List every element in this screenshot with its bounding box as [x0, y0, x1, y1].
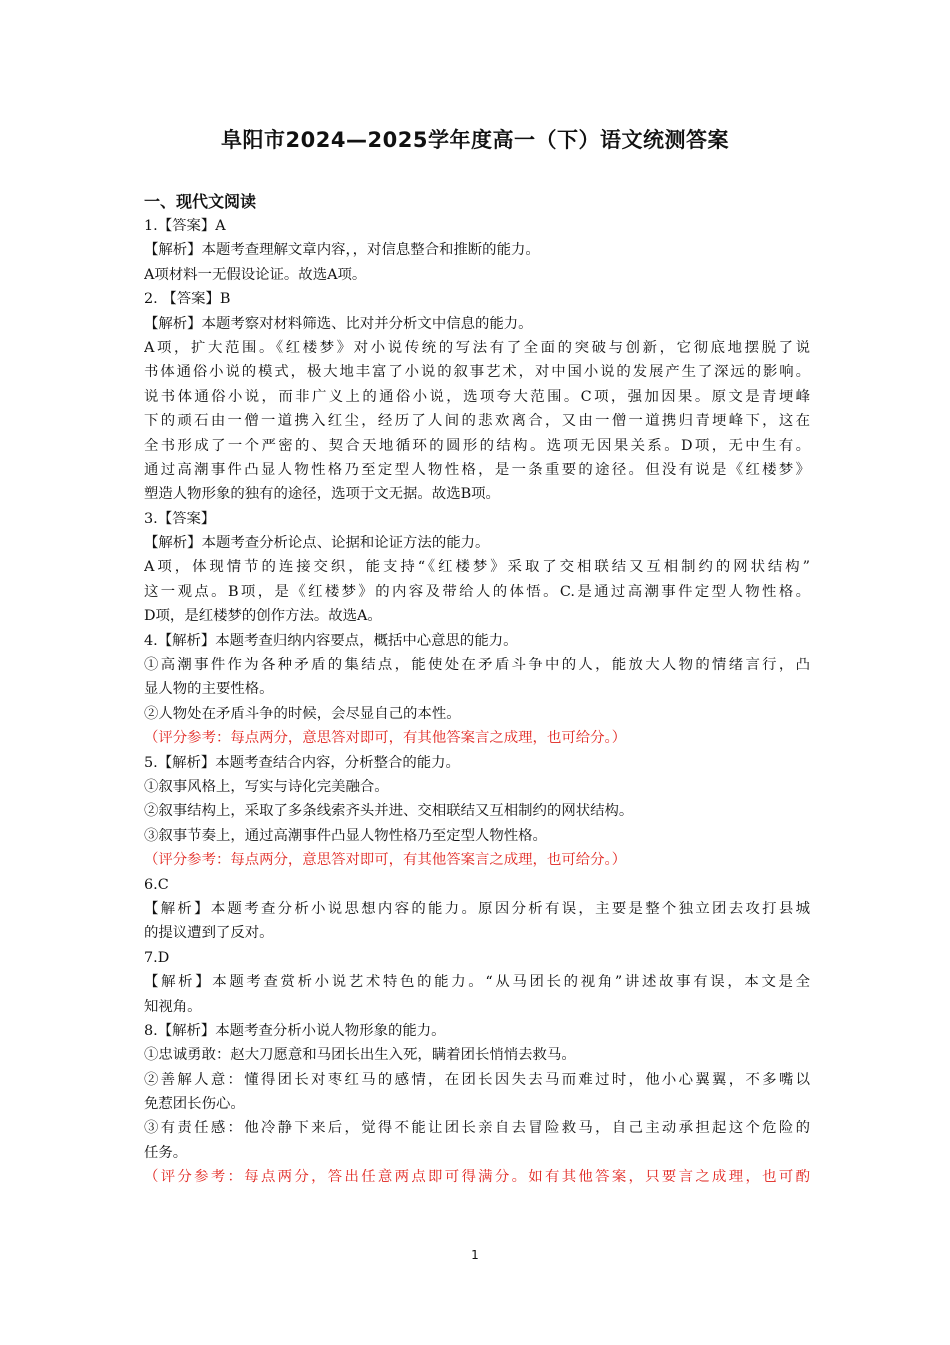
answer-line: 7.D — [144, 949, 170, 966]
answer-line: 说书体通俗小说，而非广义上的通俗小说，选项夸大范围。C项，强加因果。原文是青埂峰 — [144, 388, 810, 405]
answer-line: 8.【解析】本题考查分析小说人物形象的能力。 — [144, 1022, 446, 1039]
answer-line: 1.【答案】A — [144, 218, 226, 234]
answer-line: 【解析】本题考查赏析小说艺术特色的能力。“从马团长的视角”讲述故事有误，本文是全 — [144, 974, 810, 991]
document-body — [144, 190, 810, 1190]
answer-line: 全书形成了一个严密的、契合天地循环的圆形的结构。选项无因果关系。D项，无中生有。 — [144, 437, 810, 454]
answer-line: ①叙事风格上，写实与诗化完美融合。 — [144, 778, 389, 795]
answer-line: 【解析】本题考查理解文章内容，，对信息整合和推断的能力。 — [144, 242, 540, 259]
answer-line: 6.C — [144, 876, 169, 893]
answer-line: 下的顽石由一僧一道携入红尘，经历了人间的悲欢离合，又由一僧一道携归青埂峰下，这在 — [144, 413, 810, 430]
answer-line: 5.【解析】本题考查结合内容，分析整合的能力。 — [144, 754, 460, 771]
answer-line: A项材料一无假设论证。故选A项。 — [144, 266, 367, 283]
scoring-note-line: （评分参考：每点两分，答出任意两点即可得满分。如有其他答案，只要言之成理，也可酌 — [144, 1169, 810, 1186]
answer-line: 知视角。 — [144, 998, 202, 1015]
answer-line: 4.【解析】本题考查归纳内容要点，概括中心意思的能力。 — [144, 632, 518, 649]
section-heading: 一、现代文阅读 — [144, 192, 257, 211]
answer-line: 通过高潮事件凸显人物性格乃至定型人物性格，是一条重要的途径。但没有说是《红楼梦》 — [144, 461, 810, 478]
answer-line: ①高潮事件作为各种矛盾的集结点，能使处在矛盾斗争中的人，能放大人物的情绪言行，凸 — [144, 657, 810, 674]
answer-line: 的提议遭到了反对。 — [144, 925, 274, 942]
answer-line: D项，是红楼梦的创作方法。故选A。 — [144, 608, 382, 625]
answer-line: 【解析】本题考查分析论点、论据和论证方法的能力。 — [144, 535, 490, 552]
page-number: 1 — [471, 1248, 479, 1262]
answer-line: 塑造人物形象的独有的途径，选项于文无据。故选B项。 — [144, 486, 500, 503]
answer-line: A项，体现情节的连接交织，能支持“《红楼梦》采取了交相联结又互相制约的网状结构” — [144, 559, 810, 576]
scoring-note-line: （评分参考：每点两分，意思答对即可，有其他答案言之成理，也可给分。） — [144, 852, 627, 869]
page-title: 阜阳市2024—2025学年度高一（下）语文统测答案 — [221, 128, 729, 152]
answer-lines — [144, 214, 810, 1190]
answer-line: ②人物处在矛盾斗争的时候，会尽显自己的本性。 — [144, 705, 461, 722]
answer-line: 任务。 — [144, 1144, 188, 1161]
answer-line: ③有责任感：他冷静下来后，觉得不能让团长亲自去冒险救马，自己主动承担起这个危险的 — [144, 1120, 810, 1137]
answer-line: ③叙事节奏上，通过高潮事件凸显人物性格乃至定型人物性格。 — [144, 827, 547, 844]
answer-line: 免惹团长伤心。 — [144, 1096, 245, 1113]
answer-line: 书体通俗小说的模式，极大地丰富了小说的叙事艺术，对中国小说的发展产生了深远的影响。 — [144, 364, 810, 381]
answer-line: 这一观点。B项，是《红楼梦》的内容及带给人的体悟。C.是通过高潮事件定型人物性格。 — [144, 583, 810, 600]
answer-line: 显人物的主要性格。 — [144, 681, 274, 698]
answer-line: 【解析】本题考察对材料筛选、比对并分析文中信息的能力。 — [144, 315, 533, 332]
answer-line: ②叙事结构上，采取了多条线索齐头并进、交相联结又互相制约的网状结构。 — [144, 803, 634, 820]
answer-line: A项，扩大范围。《红楼梦》对小说传统的写法有了全面的突破与创新，它彻底地摆脱了说 — [144, 339, 810, 356]
scoring-note-line: （评分参考：每点两分，意思答对即可，有其他答案言之成理，也可给分。） — [144, 730, 627, 747]
answer-line: 3.【答案】 — [144, 510, 216, 527]
answer-line: ①忠诚勇敢：赵大刀愿意和马团长出生入死，瞒着团长悄悄去救马。 — [144, 1047, 576, 1064]
answer-line: 【解析】本题考查分析小说思想内容的能力。原因分析有误，主要是整个独立团去攻打县城 — [144, 900, 810, 917]
answer-line: 2. 【答案】B — [144, 291, 231, 308]
answer-line: ②善解人意：懂得团长对枣红马的感情，在团长因失去马而难过时，他小心翼翼，不多嘴以 — [144, 1071, 810, 1088]
